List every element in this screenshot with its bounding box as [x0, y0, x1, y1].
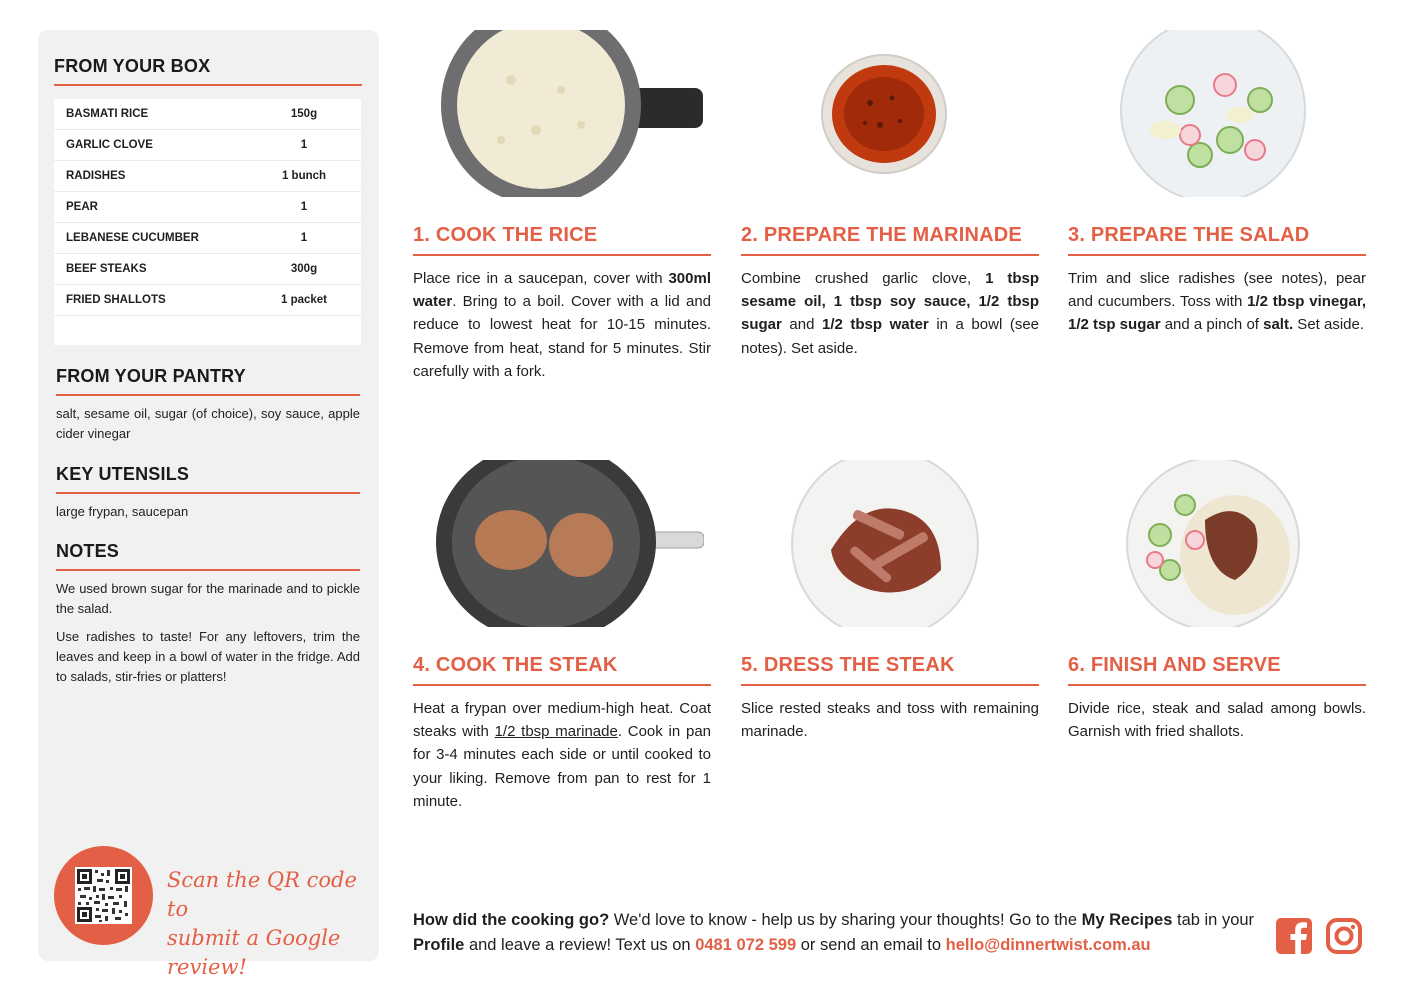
notes-section	[56, 541, 360, 687]
ingredient-row	[54, 285, 361, 316]
step-1	[413, 224, 711, 384]
bold-text: 1/2 tbsp vinegar, 1/2 tsp sugar	[1068, 292, 1366, 334]
text-segment: or send an email to	[796, 936, 946, 954]
utensils-text: large frypan, saucepan	[56, 504, 189, 519]
step-text	[741, 697, 1039, 744]
frypan-steak-photo	[436, 460, 704, 627]
ingredient-qty: 1 bunch	[281, 170, 327, 182]
ingredient-qty: 1	[300, 139, 308, 151]
dressed-steak-photo	[791, 460, 979, 627]
step-2	[741, 224, 1039, 360]
ingredients-table	[54, 99, 361, 345]
text-segment: and	[781, 316, 822, 334]
bold-text: How did the cooking go?	[413, 911, 610, 929]
ingredient-qty: 1	[300, 201, 308, 213]
highlight-link[interactable]: hello@dinnertwist.com.au	[945, 936, 1151, 954]
text-segment: . Cook in pan for 3-4 minutes each side or until cooked to your liking. Remove from pan to rest for 1 minute.	[413, 722, 711, 811]
ingredient-row	[54, 254, 361, 285]
instagram-icon[interactable]	[1325, 917, 1363, 955]
pantry-title: FROM YOUR PANTRY	[56, 366, 246, 386]
notes-text-1: We used brown sugar for the marinade and to pickle the salad.	[56, 581, 360, 616]
bold-text: 1/2 tbsp water	[821, 316, 929, 334]
step-title: 4. COOK THE STEAK	[413, 654, 618, 676]
qr-caption	[167, 866, 367, 982]
step-4	[413, 654, 711, 814]
qr-code-icon[interactable]	[75, 867, 132, 924]
text-segment: Divide rice, steak and salad among bowls. Garnish with fried shallots.	[1068, 699, 1366, 740]
divider	[1068, 254, 1366, 256]
text-segment: Place rice in a saucepan, cover with	[413, 269, 669, 287]
step-title: 6. FINISH AND SERVE	[1068, 654, 1281, 676]
ingredient-name: PEAR	[66, 201, 98, 213]
pantry-text: salt, sesame oil, sugar (of choice), soy sauce, apple cider vinegar	[56, 406, 360, 441]
divider	[56, 492, 360, 494]
text-segment: Set aside.	[1293, 316, 1365, 334]
ingredient-row	[54, 192, 361, 223]
salad-bowl-photo	[1120, 30, 1306, 197]
bold-text: 300ml water	[413, 269, 711, 310]
divider	[741, 254, 1039, 256]
utensils-title: KEY UTENSILS	[56, 464, 190, 484]
ingredient-row	[54, 130, 361, 161]
step-text	[413, 267, 711, 384]
step-5	[741, 654, 1039, 743]
qr-caption-line-1: Scan the QR code to	[167, 868, 357, 921]
bold-text: My Recipes	[1081, 911, 1173, 929]
step-title: 2. PREPARE THE MARINADE	[741, 224, 1022, 246]
step-title: 1. COOK THE RICE	[413, 224, 598, 246]
ingredient-name: RADISHES	[66, 170, 126, 182]
step-title: 3. PREPARE THE SALAD	[1068, 224, 1310, 246]
ingredient-qty: 1	[300, 232, 308, 244]
ingredient-row	[54, 99, 361, 130]
step-title: 5. DRESS THE STEAK	[741, 654, 955, 676]
divider	[56, 569, 360, 571]
text-segment: Heat a frypan over medium-high heat. Coat steaks with	[413, 699, 711, 740]
bold-text: salt.	[1263, 316, 1294, 334]
ingredient-qty: 150g	[290, 108, 318, 120]
divider	[1068, 684, 1366, 686]
step-text	[1068, 267, 1366, 337]
divider	[56, 394, 360, 396]
facebook-icon[interactable]	[1275, 917, 1313, 955]
divider	[413, 254, 711, 256]
bold-text: 1 tbsp sesame oil, 1 tbsp soy sauce, 1/2 tbsp sugar	[741, 269, 1039, 334]
ingredient-name: BEEF STEAKS	[66, 263, 147, 275]
step-text	[741, 267, 1039, 361]
divider	[741, 684, 1039, 686]
ingredient-row	[54, 223, 361, 254]
text-segment: tab in your	[1172, 911, 1255, 929]
text-segment: and a pinch of	[1160, 316, 1264, 334]
text-segment: Combine crushed garlic clove,	[741, 269, 986, 287]
sidebar	[38, 30, 379, 979]
ingredient-name: FRIED SHALLOTS	[66, 294, 166, 306]
from-your-box-title: FROM YOUR BOX	[54, 56, 211, 76]
ingredient-name: BASMATI RICE	[66, 108, 149, 120]
review-footer	[413, 908, 1263, 958]
text-segment: and leave a review! Text us on	[464, 936, 696, 954]
text-segment: We'd love to know - help us by sharing your thoughts! Go to the	[609, 911, 1082, 929]
divider	[54, 84, 362, 86]
divider	[413, 684, 711, 686]
ingredient-name: GARLIC CLOVE	[66, 139, 153, 151]
notes-text-2: Use radishes to taste! For any leftovers, trim the leaves and keep in a bowl of water in the fridge. Add to salads, stir-fries or platters!	[56, 629, 360, 684]
ingredient-qty: 300g	[290, 263, 318, 275]
step-6	[1068, 654, 1366, 743]
notes-title: NOTES	[56, 541, 120, 561]
finished-bowl-photo	[1125, 460, 1301, 627]
pantry-section	[56, 366, 360, 444]
marinade-bowl-photo	[820, 53, 948, 175]
bold-text: Profile	[413, 936, 465, 954]
rice-pot-photo	[441, 30, 703, 197]
qr-caption-line-2: submit a Google review!	[167, 926, 341, 979]
ingredient-name: LEBANESE CUCUMBER	[66, 232, 199, 244]
text-segment: in a bowl (see notes). Set aside.	[741, 316, 1039, 357]
qr-badge[interactable]	[54, 846, 153, 945]
text-segment: Slice rested steaks and toss with remaining marinade.	[741, 699, 1039, 740]
text-segment: . Bring to a boil. Cover with a lid and reduce to lowest heat for 10-15 minutes. Remove from heat, stand for 5 minutes. Stir carefully with a fork.	[413, 292, 711, 381]
step-text	[413, 697, 711, 814]
ingredient-qty: 1 packet	[280, 294, 328, 306]
highlight-link[interactable]: 0481 072 599	[695, 936, 797, 954]
ingredient-row	[54, 161, 361, 192]
underlined-text: 1/2 tbsp marinade	[494, 722, 618, 740]
step-3	[1068, 224, 1366, 337]
utensils-section	[56, 464, 360, 522]
from-your-box-section	[54, 56, 362, 86]
text-segment: Trim and slice radishes (see notes), pear and cucumbers. Toss with	[1068, 269, 1366, 310]
step-text	[1068, 697, 1366, 744]
